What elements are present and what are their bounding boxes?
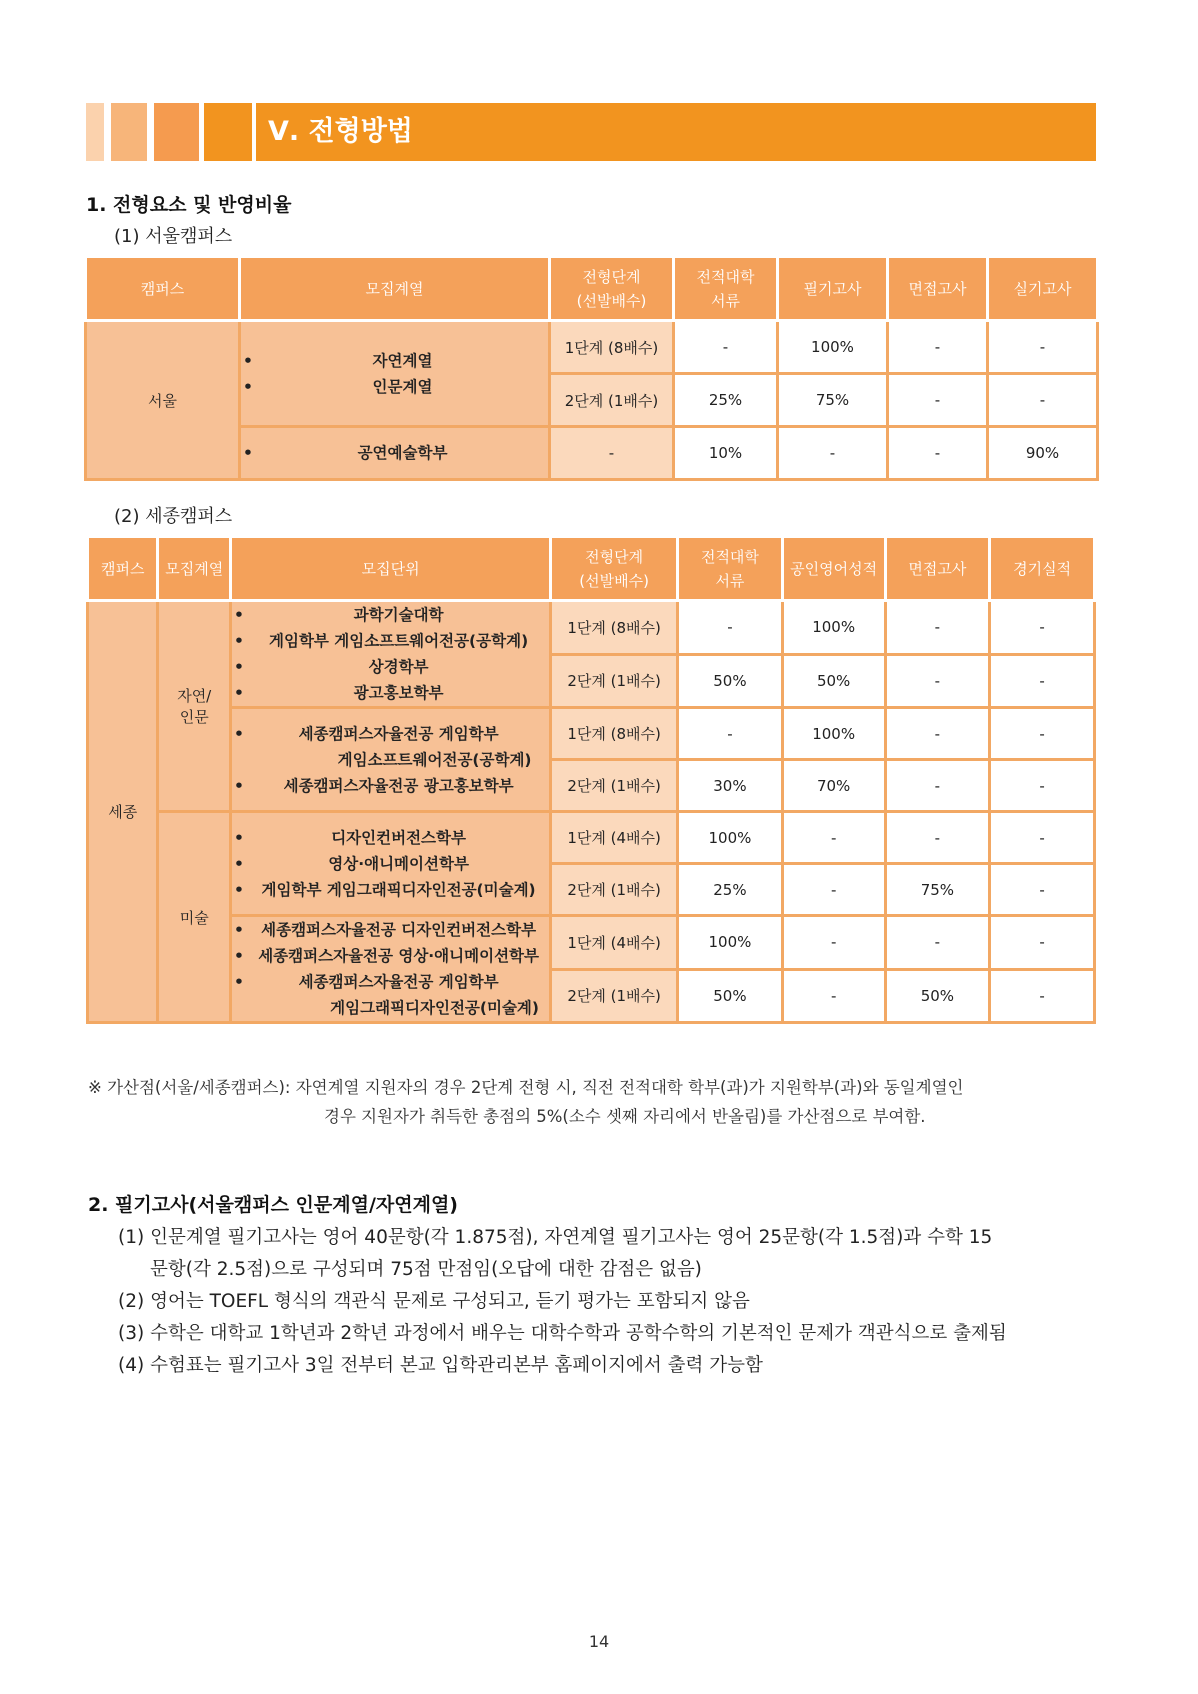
table-cell: - bbox=[988, 374, 1098, 427]
table-header-cell: 전형단계 (선발배수) bbox=[551, 537, 678, 601]
seoul-campus-table bbox=[84, 255, 1099, 481]
table-cell: - bbox=[990, 654, 1095, 708]
recruit-unit-item: • 공연예술학부 bbox=[241, 440, 548, 466]
written-exam-item1-line1: (1) 인문계열 필기고사는 영어 40문항(각 1.875점), 자연계열 필기고사는 영어 25문항(각 1.5점)과 수학 15 bbox=[118, 1227, 993, 1248]
banner-decor-block bbox=[86, 103, 104, 161]
table-header-cell: 면접고사 bbox=[888, 257, 988, 321]
table-cell: - bbox=[550, 427, 674, 480]
recruit-unit-item: • 자연계열 bbox=[241, 348, 548, 374]
recruit-unit-item: • 영상·애니메이션학부 bbox=[232, 851, 549, 877]
table-cell: 2단계 (1배수) bbox=[551, 969, 678, 1023]
recruit-unit-cell bbox=[240, 321, 550, 427]
table-row bbox=[88, 812, 1095, 864]
table-cell: - bbox=[782, 916, 885, 970]
page-number: 14 bbox=[588, 1632, 610, 1651]
recruit-unit-cell bbox=[230, 812, 550, 916]
seoul-campus-label: (1) 서울캠퍼스 bbox=[114, 226, 233, 247]
table-row bbox=[88, 916, 1095, 970]
written-exam-item1-line2: 문항(각 2.5점)으로 구성되며 75점 만점임(오답에 대한 감점은 없음) bbox=[150, 1259, 702, 1280]
table-cell: 1단계 (4배수) bbox=[551, 812, 678, 864]
table-cell: 90% bbox=[988, 427, 1098, 480]
recruit-unit-list bbox=[232, 825, 549, 903]
table-cell: - bbox=[678, 708, 783, 760]
recruit-unit-item: • 세종캠퍼스자율전공 게임학부 bbox=[232, 969, 549, 995]
written-exam-item2: (2) 영어는 TOEFL 형식의 객관식 문제로 구성되고, 듣기 평가는 포함되지 않음 bbox=[118, 1291, 750, 1312]
table-cell: 50% bbox=[678, 654, 783, 708]
recruit-unit-item: • 세종캠퍼스자율전공 디자인컨버전스학부 bbox=[232, 917, 549, 943]
table-header-cell: 전형단계 (선발배수) bbox=[550, 257, 674, 321]
recruit-unit-item: 게임그래픽디자인전공(미술계) bbox=[330, 999, 539, 1017]
table-cell: - bbox=[885, 916, 990, 970]
table-header-cell: 전적대학 서류 bbox=[678, 537, 783, 601]
table-cell: 1단계 (8배수) bbox=[551, 708, 678, 760]
written-exam-item3: (3) 수학은 대학교 1학년과 2학년 과정에서 배우는 대학수학과 공학수학의 기본적인 문제가 객관식으로 출제됨 bbox=[118, 1323, 1007, 1344]
table-cell: - bbox=[988, 321, 1098, 374]
recruit-unit-list bbox=[241, 440, 548, 466]
sejong-campus-table bbox=[86, 535, 1096, 1024]
table-cell: - bbox=[888, 427, 988, 480]
table-cell: 2단계 (1배수) bbox=[550, 374, 674, 427]
recruit-unit-list bbox=[232, 602, 549, 706]
table-cell: 100% bbox=[678, 916, 783, 970]
table-cell: 70% bbox=[782, 760, 885, 812]
table-cell: - bbox=[990, 601, 1095, 655]
recruit-unit-list bbox=[241, 348, 548, 400]
recruit-unit-list bbox=[232, 917, 549, 1021]
table-cell: 25% bbox=[678, 864, 783, 916]
recruit-unit-item: • 세종캠퍼스자율전공 영상·애니메이션학부 bbox=[232, 943, 549, 969]
recruit-unit-item: • 상경학부 bbox=[232, 654, 549, 680]
table-cell: 1단계 (8배수) bbox=[551, 601, 678, 655]
section1-heading: 1. 전형요소 및 반영비율 bbox=[86, 194, 292, 216]
table-header-cell: 면접고사 bbox=[885, 537, 990, 601]
table-cell: 2단계 (1배수) bbox=[551, 654, 678, 708]
table-cell: 서울 bbox=[86, 321, 240, 480]
table-header-cell: 경기실적 bbox=[990, 537, 1095, 601]
table-cell: - bbox=[990, 760, 1095, 812]
recruit-unit-list bbox=[232, 721, 549, 799]
recruit-unit-item: • 디자인컨버전스학부 bbox=[232, 825, 549, 851]
table-cell: 75% bbox=[885, 864, 990, 916]
recruit-unit-item: • 과학기술대학 bbox=[232, 602, 549, 628]
table-cell: 2단계 (1배수) bbox=[551, 864, 678, 916]
banner-decor-block bbox=[111, 103, 147, 161]
table-row bbox=[88, 601, 1095, 655]
recruit-unit-item: • 게임학부 게임소프트웨어전공(공학계) bbox=[232, 628, 549, 654]
table-cell: - bbox=[674, 321, 778, 374]
table-cell: 50% bbox=[885, 969, 990, 1023]
table-header-cell: 모집단위 bbox=[230, 537, 550, 601]
table-cell: - bbox=[885, 812, 990, 864]
recruit-unit-item: • 세종캠퍼스자율전공 게임학부 bbox=[232, 721, 549, 747]
table-cell: 30% bbox=[678, 760, 783, 812]
table-cell: 미술 bbox=[158, 812, 231, 1023]
table-cell: - bbox=[885, 654, 990, 708]
recruit-unit-cell bbox=[230, 708, 550, 812]
table-header-cell: 공인영어성적 bbox=[782, 537, 885, 601]
table-cell: - bbox=[990, 916, 1095, 970]
table-cell: 1단계 (8배수) bbox=[550, 321, 674, 374]
table-cell: - bbox=[782, 864, 885, 916]
table-cell: 100% bbox=[782, 708, 885, 760]
section2-heading: 2. 필기고사(서울캠퍼스 인문계열/자연계열) bbox=[88, 1194, 458, 1216]
written-exam-item4: (4) 수험표는 필기고사 3일 전부터 본교 입학관리본부 홈페이지에서 출력 가능함 bbox=[118, 1355, 763, 1376]
table-cell: 자연/ 인문 bbox=[158, 601, 231, 812]
table-cell: 세종 bbox=[88, 601, 158, 1023]
banner-decor-block bbox=[204, 103, 252, 161]
bonus-point-note-line2: 경우 지원자가 취득한 총점의 5%(소수 셋째 자리에서 반올림)를 가산점으로 부여함. bbox=[324, 1107, 926, 1126]
recruit-unit-item: • 게임학부 게임그래픽디자인전공(미술계) bbox=[232, 877, 549, 903]
table-header-cell: 전적대학 서류 bbox=[674, 257, 778, 321]
table-header-cell: 캠퍼스 bbox=[86, 257, 240, 321]
table-cell: 10% bbox=[674, 427, 778, 480]
table-row bbox=[88, 708, 1095, 760]
recruit-unit-cell bbox=[230, 601, 550, 708]
table-cell: - bbox=[782, 812, 885, 864]
table-row bbox=[86, 321, 1098, 374]
table-cell: 50% bbox=[782, 654, 885, 708]
table-cell: - bbox=[885, 601, 990, 655]
recruit-unit-item: 게임소프트웨어전공(공학계) bbox=[337, 750, 532, 769]
banner-decor-block bbox=[154, 103, 199, 161]
table-header-cell: 모집계열 bbox=[158, 537, 231, 601]
table-header-cell: 캠퍼스 bbox=[88, 537, 158, 601]
table-cell: 100% bbox=[678, 812, 783, 864]
table-cell: - bbox=[990, 864, 1095, 916]
table-cell: 2단계 (1배수) bbox=[551, 760, 678, 812]
table-cell: - bbox=[885, 708, 990, 760]
table-cell: 50% bbox=[678, 969, 783, 1023]
banner-title: Ⅴ. 전형방법 bbox=[256, 103, 1096, 161]
section-banner bbox=[86, 103, 1096, 161]
table-header-cell: 모집계열 bbox=[240, 257, 550, 321]
table-cell: 1단계 (4배수) bbox=[551, 916, 678, 970]
table-cell: - bbox=[990, 969, 1095, 1023]
table-cell: - bbox=[990, 812, 1095, 864]
table-header-cell: 필기고사 bbox=[778, 257, 888, 321]
recruit-unit-item: • 광고홍보학부 bbox=[232, 680, 549, 706]
recruit-unit-item: • 세종캠퍼스자율전공 광고홍보학부 bbox=[232, 773, 549, 799]
table-cell: - bbox=[888, 374, 988, 427]
recruit-unit-cell bbox=[240, 427, 550, 480]
table-cell: - bbox=[888, 321, 988, 374]
bonus-point-note-line1: ※ 가산점(서울/세종캠퍼스): 자연계열 지원자의 경우 2단계 전형 시, 직전 전적대학 학부(과)가 지원학부(과)와 동일계열인 bbox=[88, 1078, 964, 1097]
table-cell: - bbox=[678, 601, 783, 655]
table-cell: 75% bbox=[778, 374, 888, 427]
table-cell: - bbox=[782, 969, 885, 1023]
table-cell: - bbox=[990, 708, 1095, 760]
table-cell: 100% bbox=[782, 601, 885, 655]
sejong-campus-label: (2) 세종캠퍼스 bbox=[114, 506, 233, 527]
table-cell: - bbox=[778, 427, 888, 480]
table-cell: 25% bbox=[674, 374, 778, 427]
table-cell: - bbox=[885, 760, 990, 812]
table-cell: 100% bbox=[778, 321, 888, 374]
recruit-unit-item: • 인문계열 bbox=[241, 374, 548, 400]
table-header-cell: 실기고사 bbox=[988, 257, 1098, 321]
recruit-unit-cell bbox=[230, 916, 550, 1023]
